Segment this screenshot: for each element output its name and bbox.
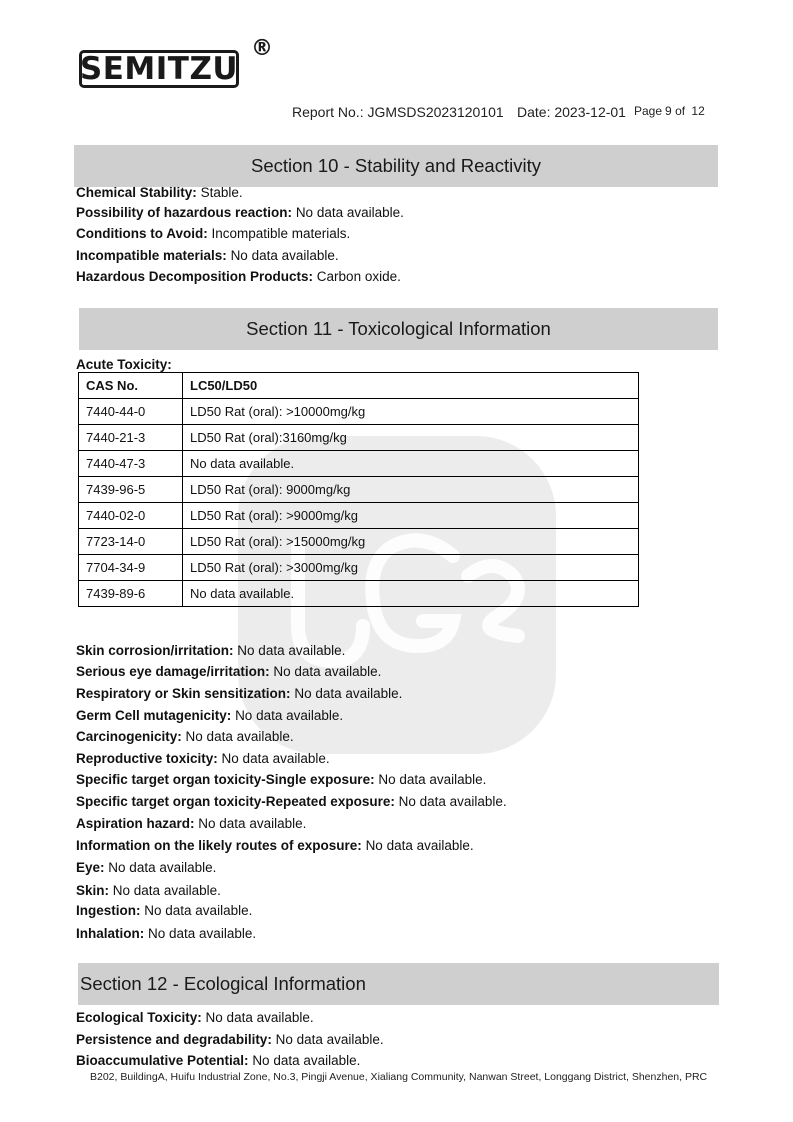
field-aspiration: Aspiration hazard: No data available. bbox=[76, 816, 307, 831]
ld50-cell: LD50 Rat (oral): 9000mg/kg bbox=[183, 477, 639, 503]
field-sensitization: Respiratory or Skin sensitization: No data available. bbox=[76, 686, 403, 701]
ld50-cell: LD50 Rat (oral):3160mg/kg bbox=[183, 425, 639, 451]
report-number bbox=[292, 104, 504, 120]
field-skin: Skin: No data available. bbox=[76, 883, 221, 898]
section-12-title: Section 12 - Ecological Information bbox=[80, 973, 366, 994]
cas-cell: 7440-44-0 bbox=[79, 399, 183, 425]
field-skin-corrosion: Skin corrosion/irritation: No data available. bbox=[76, 643, 346, 658]
registered-mark: ® bbox=[251, 36, 273, 61]
acute-toxicity-label: Acute Toxicity: bbox=[76, 357, 172, 372]
table-row bbox=[79, 503, 639, 529]
cas-cell: 7440-02-0 bbox=[79, 503, 183, 529]
cas-cell: 7440-47-3 bbox=[79, 451, 183, 477]
cas-cell: 7439-96-5 bbox=[79, 477, 183, 503]
field-germ-cell: Germ Cell mutagenicity: No data available. bbox=[76, 708, 344, 723]
page-label: Page bbox=[634, 104, 663, 118]
acute-toxicity-table bbox=[78, 372, 639, 607]
cas-cell: 7440-21-3 bbox=[79, 425, 183, 451]
field-ecological-toxicity: Ecological Toxicity: No data available. bbox=[76, 1010, 314, 1025]
table-row bbox=[79, 555, 639, 581]
table-row bbox=[79, 529, 639, 555]
field-reproductive: Reproductive toxicity: No data available. bbox=[76, 751, 330, 766]
report-label: Report No.: bbox=[292, 104, 364, 120]
field-ingestion: Ingestion: No data available. bbox=[76, 903, 253, 918]
ld50-cell: LD50 Rat (oral): >15000mg/kg bbox=[183, 529, 639, 555]
field-incompatible-materials: Incompatible materials: No data available. bbox=[76, 248, 339, 263]
field-stot-single: Specific target organ toxicity-Single exposure: No data available. bbox=[76, 772, 487, 787]
section-10-header bbox=[74, 145, 718, 187]
table-row bbox=[79, 581, 639, 607]
ld50-cell: LD50 Rat (oral): >9000mg/kg bbox=[183, 503, 639, 529]
field-conditions-to-avoid: Conditions to Avoid: Incompatible materials. bbox=[76, 226, 351, 241]
report-no-value: JGMSDS2023120101 bbox=[367, 104, 504, 120]
date-label: Date: bbox=[517, 104, 551, 120]
footer-address: B202, BuildingA, Huifu Industrial Zone, No.3, Pingji Avenue, Xialiang Community, Nanwan Street, Longgang District, Shenzhen, PRC bbox=[90, 1071, 708, 1083]
field-hazardous-reaction: Possibility of hazardous reaction: No data available. bbox=[76, 205, 404, 220]
field-carcinogenicity: Carcinogenicity: No data available. bbox=[76, 729, 294, 744]
section-11-header bbox=[79, 308, 718, 350]
field-bioaccumulative: Bioaccumulative Potential: No data available. bbox=[76, 1053, 361, 1068]
field-decomposition-products: Hazardous Decomposition Products: Carbon oxide. bbox=[76, 269, 401, 284]
cas-cell: 7704-34-9 bbox=[79, 555, 183, 581]
field-stot-repeated: Specific target organ toxicity-Repeated exposure: No data available. bbox=[76, 794, 507, 809]
table-row bbox=[79, 477, 639, 503]
field-eye: Eye: No data available. bbox=[76, 860, 217, 875]
page-of: of bbox=[675, 104, 686, 118]
ld50-cell: LD50 Rat (oral): >10000mg/kg bbox=[183, 399, 639, 425]
page-total: 12 bbox=[691, 104, 705, 118]
report-date bbox=[517, 104, 626, 120]
section-11-title: Section 11 - Toxicological Information bbox=[246, 318, 551, 339]
field-chemical-stability: Chemical Stability: Stable. bbox=[76, 185, 243, 200]
table-row bbox=[79, 451, 639, 477]
header-cas: CAS No. bbox=[79, 373, 183, 399]
page-number bbox=[634, 104, 705, 118]
ld50-cell: LD50 Rat (oral): >3000mg/kg bbox=[183, 555, 639, 581]
field-routes-of-exposure: Information on the likely routes of exposure: No data available. bbox=[76, 838, 474, 853]
table-header-row bbox=[79, 373, 639, 399]
table-row bbox=[79, 425, 639, 451]
ld50-cell: No data available. bbox=[183, 581, 639, 607]
table-row bbox=[79, 399, 639, 425]
section-12-header bbox=[78, 963, 719, 1005]
page-current: 9 bbox=[665, 104, 672, 118]
company-logo bbox=[79, 50, 239, 88]
logo-text: SEMITZU bbox=[79, 50, 239, 87]
header-lc50: LC50/LD50 bbox=[183, 373, 639, 399]
cas-cell: 7439-89-6 bbox=[79, 581, 183, 607]
cas-cell: 7723-14-0 bbox=[79, 529, 183, 555]
section-10-title: Section 10 - Stability and Reactivity bbox=[251, 155, 541, 176]
field-persistence: Persistence and degradability: No data available. bbox=[76, 1032, 384, 1047]
field-eye-damage: Serious eye damage/irritation: No data available. bbox=[76, 664, 382, 679]
ld50-cell: No data available. bbox=[183, 451, 639, 477]
field-inhalation: Inhalation: No data available. bbox=[76, 926, 257, 941]
date-value: 2023-12-01 bbox=[554, 104, 626, 120]
